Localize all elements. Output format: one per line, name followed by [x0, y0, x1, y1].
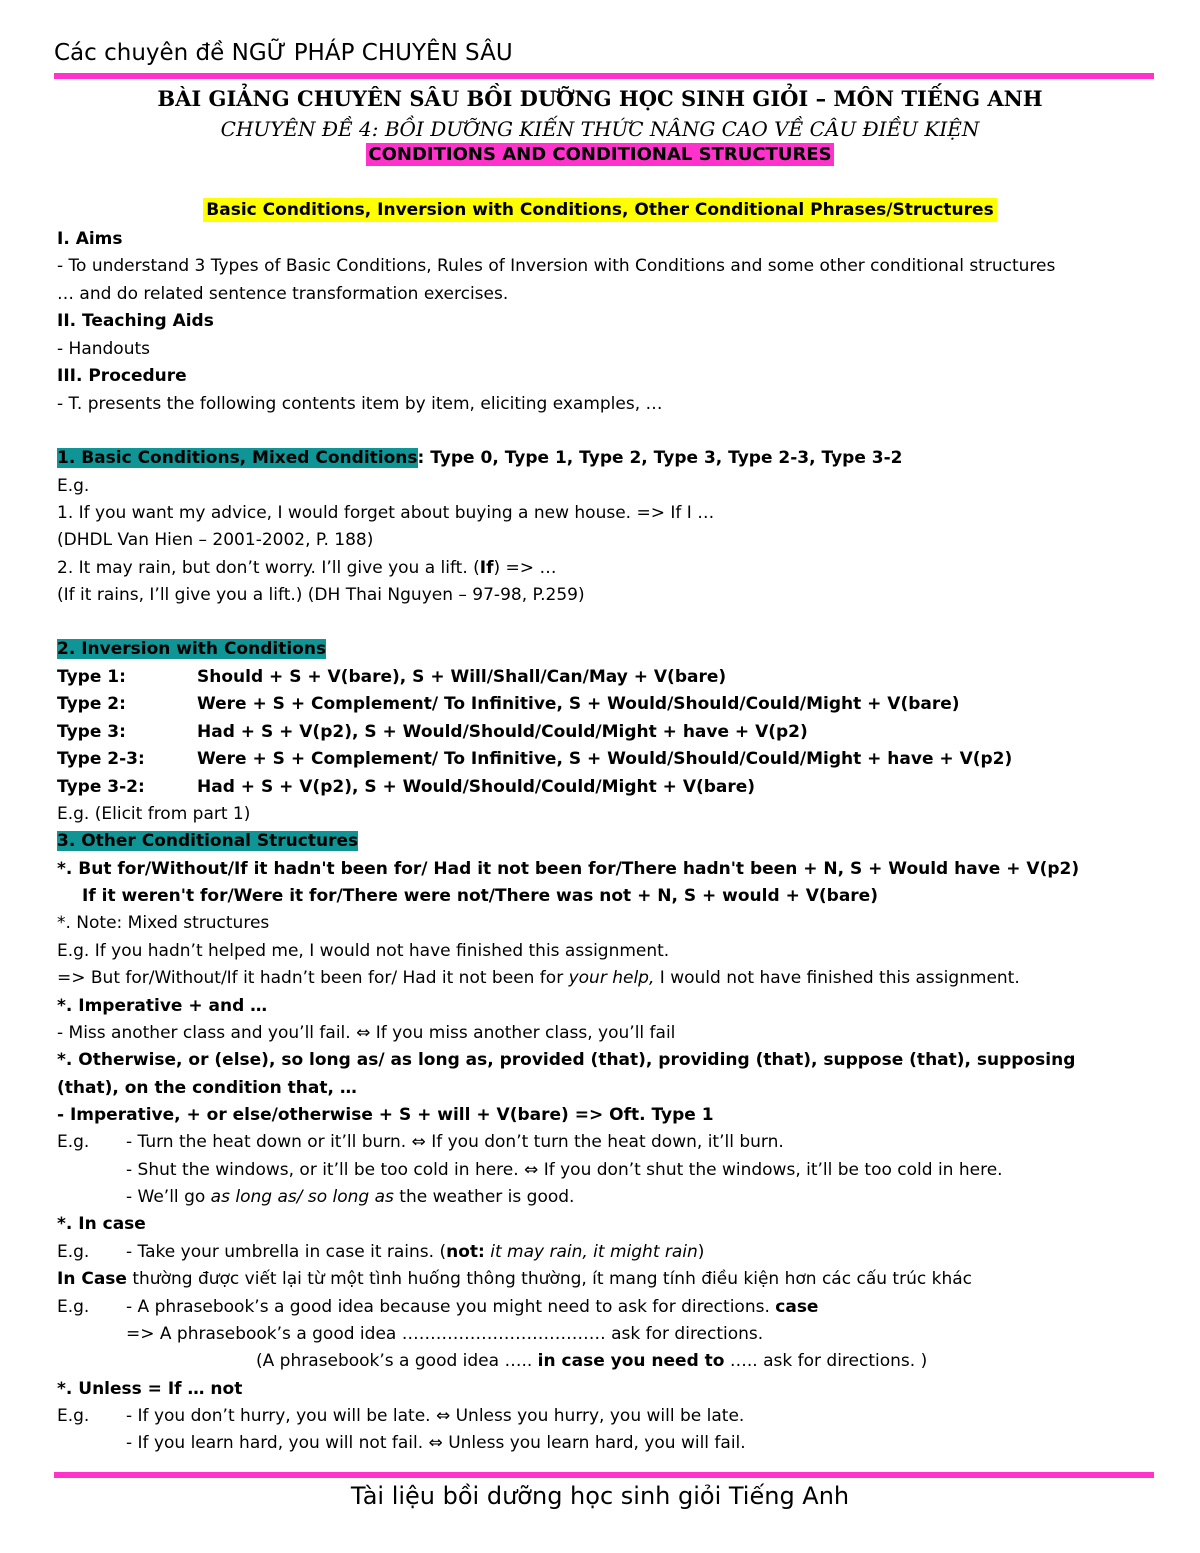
- text: ): [697, 1242, 705, 1262]
- footer-rule: [54, 1472, 1154, 1478]
- otherwise-rule: - Imperative, + or else/otherwise + S + will + V(bare) => Oft. Type 1: [57, 1105, 714, 1125]
- example-line: [57, 1131, 784, 1153]
- example-line: [57, 1241, 705, 1263]
- text-italic: your help,: [568, 968, 655, 988]
- text: the weather is good.: [393, 1187, 575, 1207]
- section2-heading: [57, 638, 326, 660]
- type-formula: Should + S + V(bare), S + Will/Shall/Can/May + V(bare): [197, 667, 727, 687]
- unless-heading: *. Unless = If … not: [57, 1379, 243, 1399]
- aids-line: - Handouts: [57, 339, 151, 359]
- imperative-heading: *. Imperative + and …: [57, 996, 268, 1016]
- type-row: [57, 721, 808, 743]
- section1-line: (If it rains, I’ll give you a lift.) (DH Thai Nguyen – 97-98, P.259): [57, 585, 585, 605]
- type-label: Type 2:: [57, 694, 126, 714]
- text: - If you don’t hurry, you will be late. ⇔ Unless you hurry, you will be late.: [126, 1406, 745, 1426]
- text-bold: in case you need to: [537, 1351, 725, 1371]
- example-line: - Shut the windows, or it’ll be too cold in here. ⇔ If you don’t shut the windows, it’ll be too cold in here.: [126, 1160, 1003, 1180]
- in-case-heading: *. In case: [57, 1214, 146, 1234]
- doc-title: BÀI GIẢNG CHUYÊN SÂU BỒI DƯỠNG HỌC SINH GIỎI – MÔN TIẾNG ANH: [157, 86, 1043, 111]
- text: - Turn the heat down or it’ll burn. ⇔ If you don’t turn the heat down, it’ll burn.: [126, 1132, 784, 1152]
- type-label: Type 3-2:: [57, 777, 145, 797]
- section1-types: : Type 0, Type 1, Type 2, Type 3, Type 2-3, Type 3-2: [417, 448, 903, 468]
- text: - A phrasebook’s a good idea because you might need to ask for directions.: [126, 1297, 776, 1317]
- otherwise-heading: *. Otherwise, or (else), so long as/ as long as, provided (that), providing (that), suppose (that), supposing: [57, 1050, 1076, 1070]
- text-bold: In Case: [57, 1269, 127, 1289]
- example-line: [126, 1186, 574, 1208]
- text: 2. It may rain, but don’t worry. I’ll give you a lift. (: [57, 558, 480, 578]
- text: (A phrasebook’s a good idea …..: [256, 1351, 538, 1371]
- text-bold: not:: [446, 1242, 485, 1262]
- topic-title-text: CONDITIONS AND CONDITIONAL STRUCTURES: [368, 144, 832, 165]
- text: - Take your umbrella in case it rains. (: [126, 1242, 447, 1262]
- example-line: [57, 967, 1020, 989]
- type-row: [57, 666, 726, 688]
- type-formula: Had + S + V(p2), S + Would/Should/Could/Might + V(bare): [197, 777, 756, 797]
- text: - We’ll go: [126, 1187, 211, 1207]
- aids-heading: II. Teaching Aids: [57, 311, 214, 331]
- example-line: => A phrasebook’s a good idea ……………………………… ask for directions.: [126, 1324, 764, 1344]
- page-footer: Tài liệu bồi dưỡng học sinh giỏi Tiếng Anh: [350, 1482, 850, 1510]
- in-case-note: [57, 1268, 972, 1290]
- section1-heading: [57, 447, 903, 469]
- procedure-heading: III. Procedure: [57, 366, 187, 386]
- eg-label: E.g.: [57, 1242, 90, 1262]
- type-row: [57, 748, 1012, 770]
- type-formula: Were + S + Complement/ To Infinitive, S + Would/Should/Could/Might + V(bare): [197, 694, 960, 714]
- aims-line: … and do related sentence transformation exercises.: [57, 284, 509, 304]
- eg-label: E.g.: [57, 1132, 90, 1152]
- text: ) => …: [493, 558, 557, 578]
- text-italic: as long as/ so long as: [210, 1187, 394, 1207]
- section3-heading: [57, 830, 358, 852]
- topic-title: [0, 144, 1200, 165]
- eg-label: E.g.: [57, 1297, 90, 1317]
- section1-line: [57, 557, 556, 579]
- header-rule: [54, 73, 1154, 79]
- text: => But for/Without/If it hadn’t been for/ Had it not been for: [57, 968, 569, 988]
- structure-line: *. But for/Without/If it hadn't been for/ Had it not been for/There hadn't been + N, S + Would have + V(p2): [57, 859, 1080, 879]
- type-row: [57, 776, 755, 798]
- example-line: E.g. If you hadn’t helped me, I would not have finished this assignment.: [57, 941, 670, 961]
- type-formula: Were + S + Complement/ To Infinitive, S + Would/Should/Could/Might + have + V(p2): [197, 749, 1013, 769]
- note-line: *. Note: Mixed structures: [57, 913, 270, 933]
- example-line: [57, 1405, 745, 1427]
- topic-subtitle: [0, 200, 1200, 220]
- eg-label: E.g.: [57, 1406, 90, 1426]
- type-label: Type 3:: [57, 722, 126, 742]
- example-line: [57, 1296, 819, 1318]
- structure-line: If it weren't for/Were it for/There were not/There was not + N, S + would + V(bare): [82, 886, 878, 906]
- section1-line: (DHDL Van Hien – 2001-2002, P. 188): [57, 530, 374, 550]
- text: I would not have finished this assignment.: [654, 968, 1020, 988]
- procedure-line: - T. presents the following contents item by item, eliciting examples, …: [57, 394, 663, 414]
- section2-title: 2. Inversion with Conditions: [57, 639, 327, 659]
- type-label: Type 1:: [57, 667, 126, 687]
- example-line: [256, 1350, 927, 1372]
- text-bold: If: [479, 558, 494, 578]
- text-bold: case: [775, 1297, 819, 1317]
- type-formula: Had + S + V(p2), S + Would/Should/Could/Might + have + V(p2): [197, 722, 808, 742]
- page-header: Các chuyên đề NGỮ PHÁP CHUYÊN SÂU: [54, 40, 513, 66]
- section1-title: 1. Basic Conditions, Mixed Conditions: [57, 448, 418, 468]
- section1-eg: E.g.: [57, 476, 90, 496]
- example-line: - If you learn hard, you will not fail. ⇔ Unless you learn hard, you will fail.: [126, 1433, 746, 1453]
- topic-subtitle-text: Basic Conditions, Inversion with Conditions, Other Conditional Phrases/Structures: [203, 198, 996, 222]
- text: ….. ask for directions. ): [724, 1351, 928, 1371]
- section2-eg: E.g. (Elicit from part 1): [57, 804, 251, 824]
- aims-heading: I. Aims: [57, 229, 123, 249]
- section1-line: 1. If you want my advice, I would forget about buying a new house. => If I …: [57, 503, 715, 523]
- text: thường được viết lại từ một tình huống thông thường, ít mang tính điều kiện hơn các cấu trúc khác: [126, 1269, 972, 1289]
- example-line: - Miss another class and you’ll fail. ⇔ If you miss another class, you’ll fail: [57, 1023, 676, 1043]
- otherwise-heading: (that), on the condition that, …: [57, 1078, 357, 1098]
- doc-subtitle: CHUYÊN ĐỀ 4: BỒI DƯỠNG KIẾN THỨC NÂNG CAO VỀ CÂU ĐIỀU KIỆN: [220, 117, 980, 141]
- aims-line: - To understand 3 Types of Basic Conditions, Rules of Inversion with Conditions and some other conditional structures: [57, 256, 1056, 276]
- section3-title: 3. Other Conditional Structures: [57, 831, 359, 851]
- text-italic: it may rain, it might rain: [484, 1242, 698, 1262]
- type-label: Type 2-3:: [57, 749, 145, 769]
- type-row: [57, 693, 960, 715]
